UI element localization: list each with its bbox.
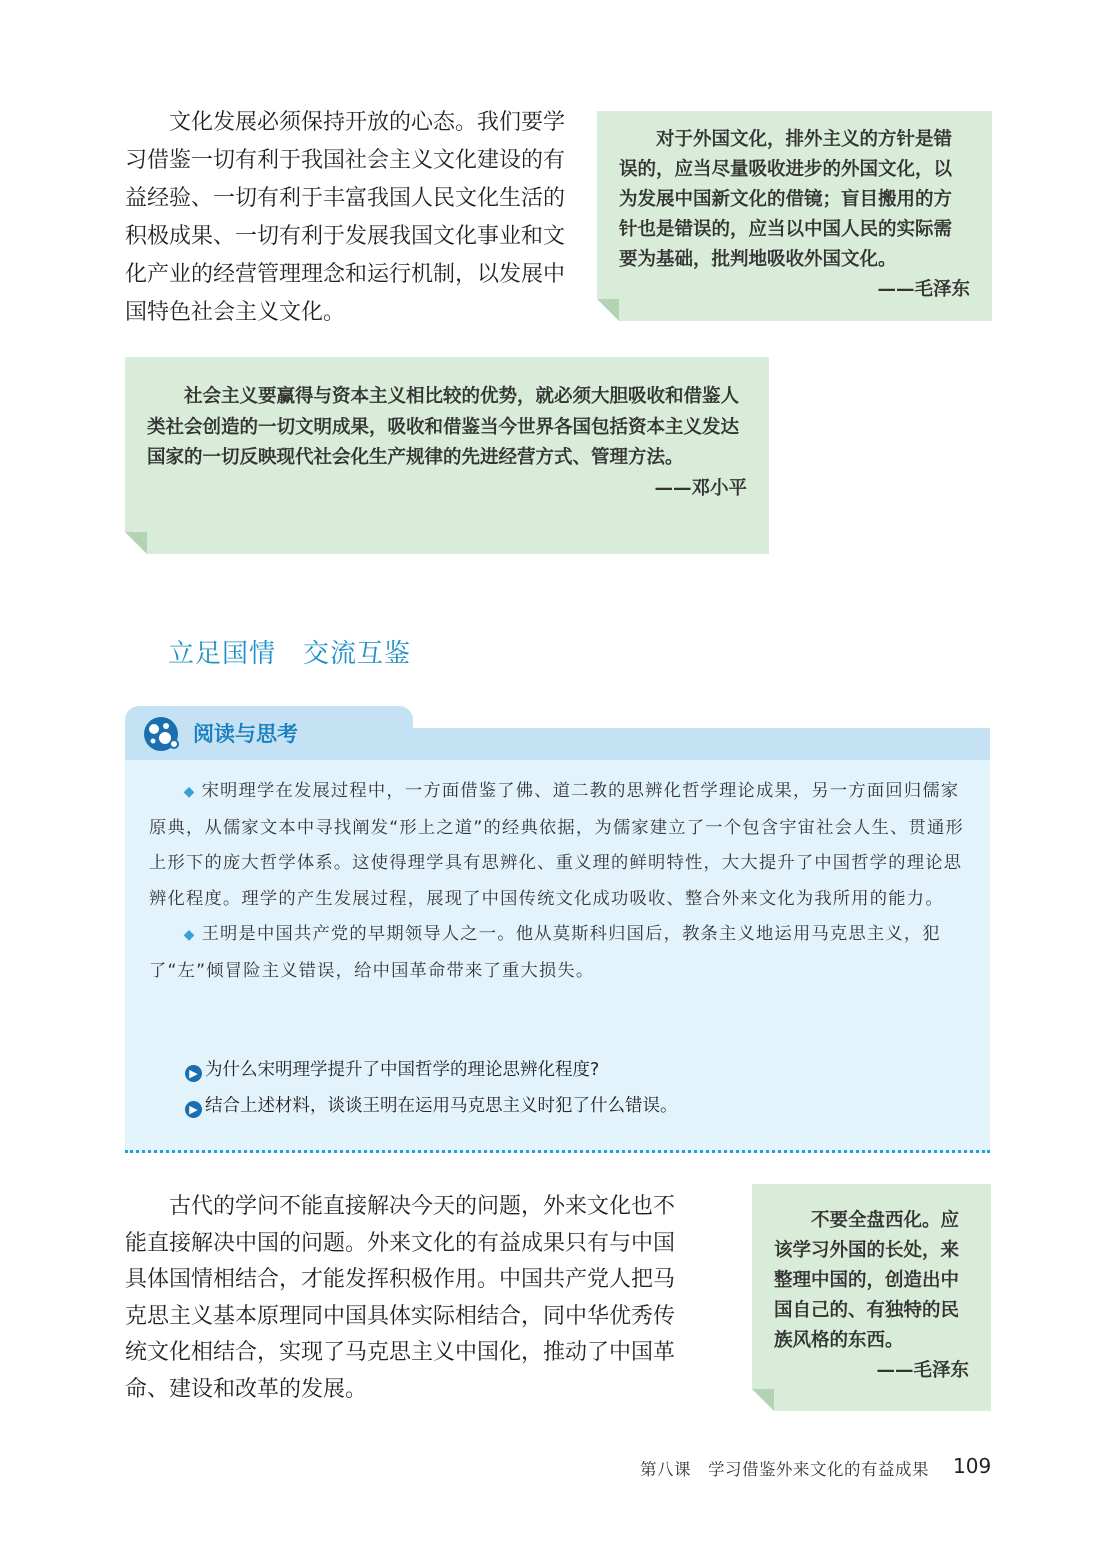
reading-item [149, 917, 971, 989]
closing-paragraph-block [125, 1189, 690, 1408]
quote-card-deng [125, 357, 769, 554]
reading-item-text: 王明是中国共产党的早期领导人之一。他从莫斯科归国后，教条主义地运用马克思主义，犯了“左”倾冒险主义错误，给中国革命带来了重大损失。 [149, 924, 941, 981]
question-text: 结合上述材料，谈谈王明在运用马克思主义时犯了什么错误。 [205, 1096, 678, 1116]
quote-text: 不要全盘西化。应该学习外国的长处，来整理中国的，创造出中国自己的、有独特的民族风格的东西。 [774, 1210, 960, 1351]
quote-text: 对于外国文化，排外主义的方针是错误的，应当尽量吸收进步的外国文化，以为发展中国新文化的借镜；盲目搬用的方针也是错误的，应当以中国人民的实际需要为基础，批判地吸收外国文化。 [619, 129, 953, 270]
intro-paragraph: 文化发展必须保持开放的心态。我们要学习借鉴一切有利于我国社会主义文化建设的有益经验、一切有利于丰富我国人民文化生活的积极成果、一切有利于发展我国文化事业和文化产业的经营管理理念和运行机制，以发展中国特色社会主义文化。 [125, 110, 566, 325]
reading-title: 阅读与思考 [193, 722, 298, 746]
quote-card-mao-2 [752, 1184, 991, 1411]
section-heading: 立足国情 交流互鉴 [168, 639, 412, 669]
arrow-circle-icon: ▶ [185, 1101, 202, 1118]
question-item [185, 1093, 678, 1119]
diamond-bullet-icon: ◆ [183, 927, 196, 943]
quote-attribution: ——毛泽东 [876, 1360, 969, 1381]
reading-body [125, 760, 990, 1153]
reading-and-thinking-box [125, 706, 990, 1153]
arrow-circle-icon: ▶ [185, 1065, 202, 1082]
quote-text: 社会主义要赢得与资本主义相比较的优势，就必须大胆吸收和借鉴人类社会创造的一切文明成果，吸收和借鉴当今世界各国包括资本主义发达国家的一切反映现代社会化生产规律的先进经营方式、管理方法。 [147, 386, 740, 468]
chapter-footer: 第八课 学习借鉴外来文化的有益成果 [640, 1460, 929, 1479]
reading-item-text: 宋明理学在发展过程中，一方面借鉴了佛、道二教的思辨化哲学理论成果，另一方面回归儒家原典，从儒家文本中寻找阐发“形上之道”的经典依据，为儒家建立了一个包含宇宙社会人生、贯通形上形下的庞大哲学体系。这使得理学具有思辨化、重义理的鲜明特性，大大提升了中国哲学的理论思辨化程度。理学的产生发展过程，展现了中国传统文化成功吸收、整合外来文化为我所用的能力。 [149, 781, 965, 909]
page-fold-icon [597, 299, 619, 321]
intro-paragraph-block [125, 104, 570, 332]
closing-paragraph: 古代的学问不能直接解决今天的问题，外来文化也不能直接解决中国的问题。外来文化的有益成果只有与中国具体国情相结合，才能发挥积极作用。中国共产党人把马克思主义基本原理同中国具体实际相结合，同中华优秀传统文化相结合，实现了马克思主义中国化，推动了中国革命、建设和改革的发展。 [125, 1194, 676, 1402]
reading-material [149, 774, 971, 989]
quote-card-mao-1 [597, 111, 992, 321]
question-text: 为什么宋明理学提升了中国哲学的理论思辨化程度? [205, 1060, 600, 1080]
question-item [185, 1057, 599, 1083]
page-fold-icon [752, 1389, 774, 1411]
reading-header-tab [125, 706, 413, 760]
diamond-bullet-icon: ◆ [183, 784, 196, 800]
reading-bubbles-icon [141, 714, 181, 754]
page-fold-icon [125, 532, 147, 554]
reading-item [149, 774, 971, 917]
quote-attribution: ——毛泽东 [877, 279, 970, 300]
page-number: 109 [953, 1454, 992, 1478]
quote-attribution: ——邓小平 [654, 477, 747, 499]
